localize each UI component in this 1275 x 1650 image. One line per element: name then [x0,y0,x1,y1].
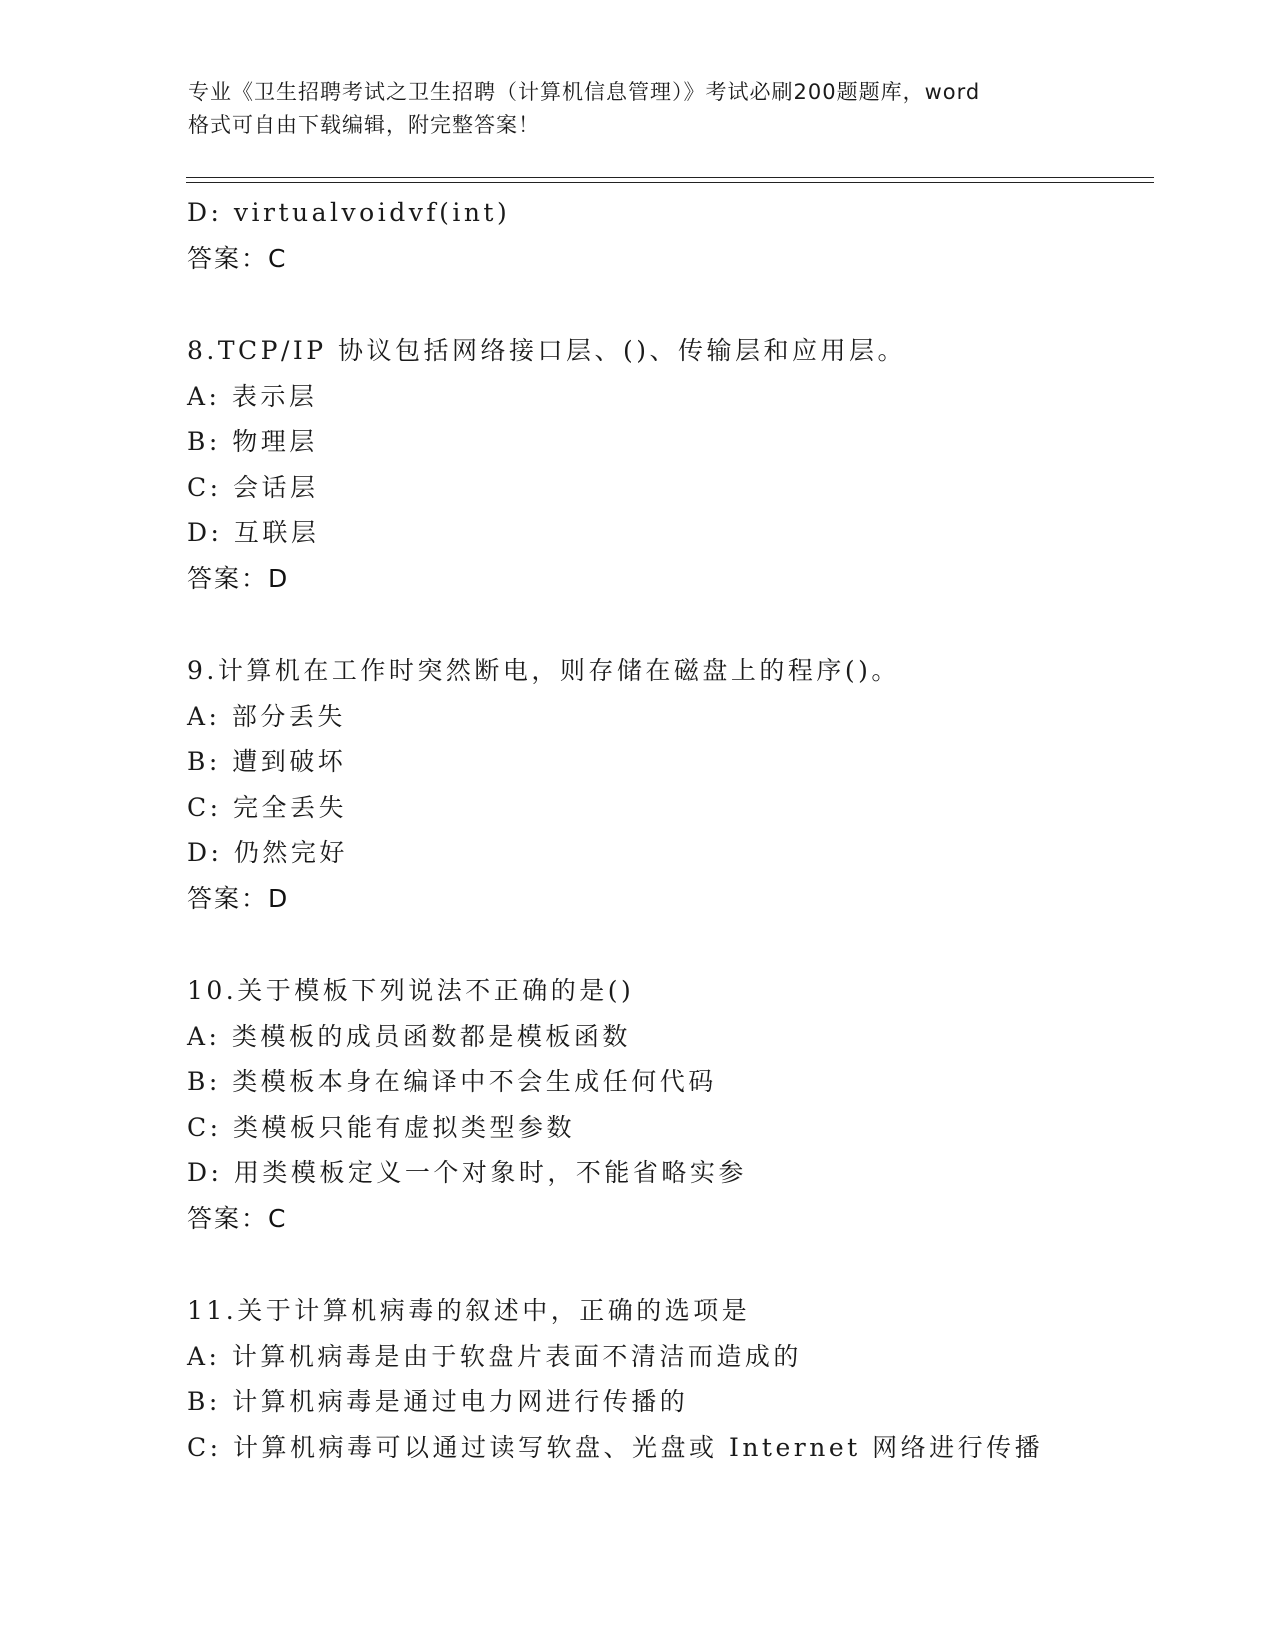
option-b: B: 计算机病毒是通过电力网进行传播的 [187,1387,689,1416]
answer-line: 答案：D [187,883,290,913]
option-d: D: 用类模板定义一个对象时，不能省略实参 [187,1158,747,1187]
option-d: D: virtualvoidvf(int) [187,198,511,227]
option-c: C: 完全丢失 [187,792,347,822]
option-a: A: 表示层 [187,381,318,411]
question-text: 10.关于模板下列说法不正确的是() [187,976,635,1005]
spacer [187,601,1167,648]
spacer [187,281,1167,328]
header-line-2: 格式可自由下载编辑，附完整答案！ [188,113,540,137]
option-b: B: 物理层 [187,427,318,456]
option-b: B: 类模板本身在编译中不会生成任何代码 [187,1067,717,1096]
option-c: C: 计算机病毒可以通过读写软盘、光盘或 Internet 网络进行传播 [187,1432,1044,1462]
question-fragment-7 [187,190,1167,281]
spacer [187,1241,1167,1288]
option-d: D: 仍然完好 [187,838,348,867]
header-divider-bottom [186,182,1154,183]
option-b: B: 遭到破坏 [187,747,347,776]
option-a: A: 类模板的成员函数都是模板函数 [187,1021,631,1051]
spacer [187,921,1167,968]
question-8 [187,328,1167,601]
question-11 [187,1288,1167,1470]
option-a: A: 部分丢失 [187,701,346,731]
question-content [187,190,1167,1470]
question-9 [187,648,1167,921]
header-line-1: 专业《卫生招聘考试之卫生招聘（计算机信息管理）》考试必刷200题题库，word [188,80,981,104]
question-text: 9.计算机在工作时突然断电，则存储在磁盘上的程序()。 [187,656,900,685]
option-c: C: 会话层 [187,472,319,502]
question-text: 11.关于计算机病毒的叙述中，正确的选项是 [187,1296,751,1325]
option-c: C: 类模板只能有虚拟类型参数 [187,1112,575,1142]
header-divider-top [186,177,1154,178]
answer-line: 答案：D [187,563,290,593]
answer-line: 答案：C [187,1203,288,1233]
document-header [188,76,1088,142]
option-d: D: 互联层 [187,518,320,547]
option-a: A: 计算机病毒是由于软盘片表面不清洁而造成的 [187,1341,802,1371]
question-text: 8.TCP/IP 协议包括网络接口层、()、传输层和应用层。 [187,336,907,365]
question-10 [187,968,1167,1241]
answer-line: 答案：C [187,243,288,273]
